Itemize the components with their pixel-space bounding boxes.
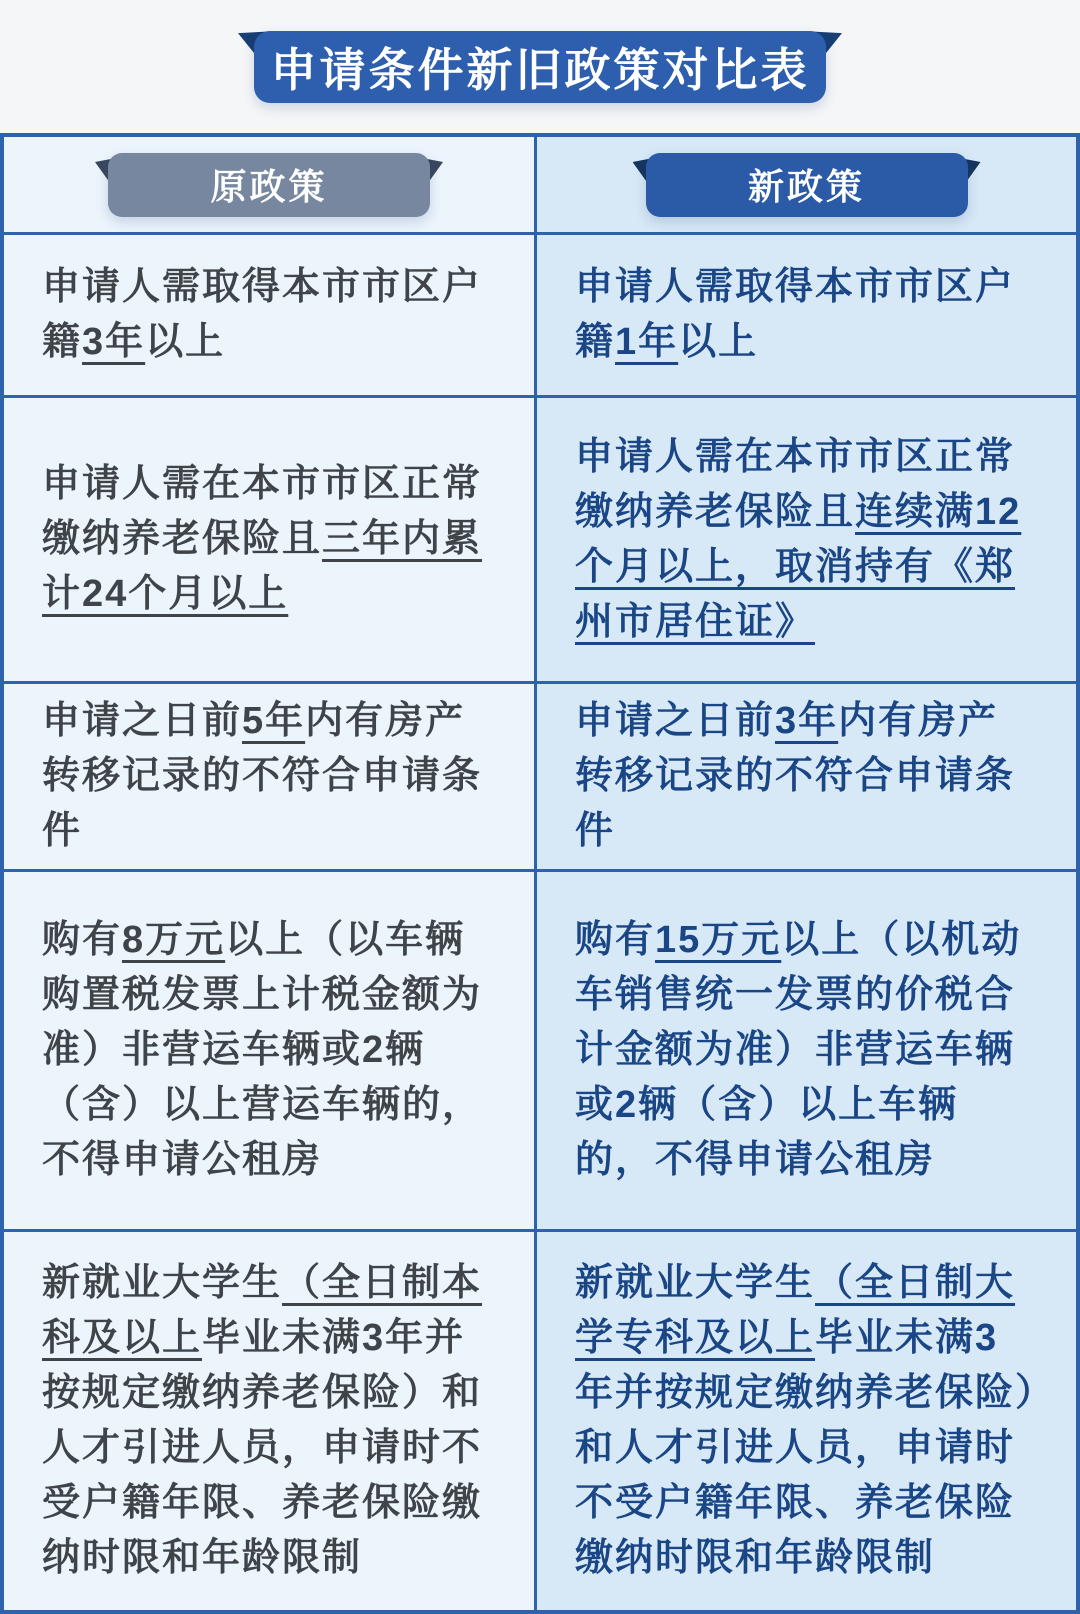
policy-cell-right — [537, 681, 1076, 869]
old-policy-header-label: 原政策 — [210, 166, 328, 207]
page-title: 申请条件新旧政策对比表 — [270, 44, 810, 96]
policy-cell-left — [4, 869, 537, 1229]
policy-cell-right — [537, 395, 1076, 681]
policy-text: 申请人需在本市市区正常缴纳养老保险且三年内累计24个月以上 — [42, 463, 483, 615]
policy-text: 新就业大学生（全日制大学专科及以上毕业未满3年并按规定缴纳养老保险）和人才引进人员，申请时不受户籍年限、养老保险缴纳时限和年龄限制 — [575, 1262, 1037, 1579]
new-policy-ribbon-body — [646, 153, 968, 217]
policy-text: 购有15万元以上（以机动车销售统一发票的价税合计金额为准）非营运车辆或2辆（含）以上车辆的，不得申请公租房 — [575, 919, 1022, 1181]
header-cell-new-policy — [537, 137, 1076, 232]
policy-text: 申请之日前3年内有房产转移记录的不符合申请条件 — [575, 700, 1016, 852]
policy-cell-left — [4, 232, 537, 395]
policy-cell-left — [4, 681, 537, 869]
title-ribbon — [254, 31, 826, 103]
new-policy-ribbon — [646, 153, 968, 217]
policy-text: 购有8万元以上（以车辆购置税发票上计税金额为准）非营运车辆或2辆（含）以上营运车辆的，不得申请公租房 — [42, 919, 483, 1181]
policy-cell-right — [537, 1229, 1076, 1610]
policy-text: 申请人需取得本市市区户籍3年以上 — [42, 266, 483, 363]
header-cell-old-policy — [4, 137, 537, 232]
policy-cell-right — [537, 232, 1076, 395]
policy-text: 申请人需在本市市区正常缴纳养老保险且连续满12个月以上，取消持有《郑州市居住证》 — [575, 435, 1022, 643]
old-policy-ribbon-body — [108, 153, 430, 217]
policy-cell-left — [4, 395, 537, 681]
title-ribbon-body — [254, 31, 826, 103]
old-policy-ribbon — [108, 153, 430, 217]
policy-cell-right — [537, 869, 1076, 1229]
policy-cell-left — [4, 1229, 537, 1610]
policy-text: 申请之日前5年内有房产转移记录的不符合申请条件 — [42, 700, 483, 852]
comparison-table — [0, 133, 1080, 1614]
new-policy-header-label: 新政策 — [747, 166, 865, 207]
policy-text: 申请人需取得本市市区户籍1年以上 — [575, 266, 1016, 363]
policy-text: 新就业大学生（全日制本科及以上毕业未满3年并按规定缴纳养老保险）和人才引进人员，申请时不受户籍年限、养老保险缴纳时限和年龄限制 — [42, 1262, 483, 1579]
